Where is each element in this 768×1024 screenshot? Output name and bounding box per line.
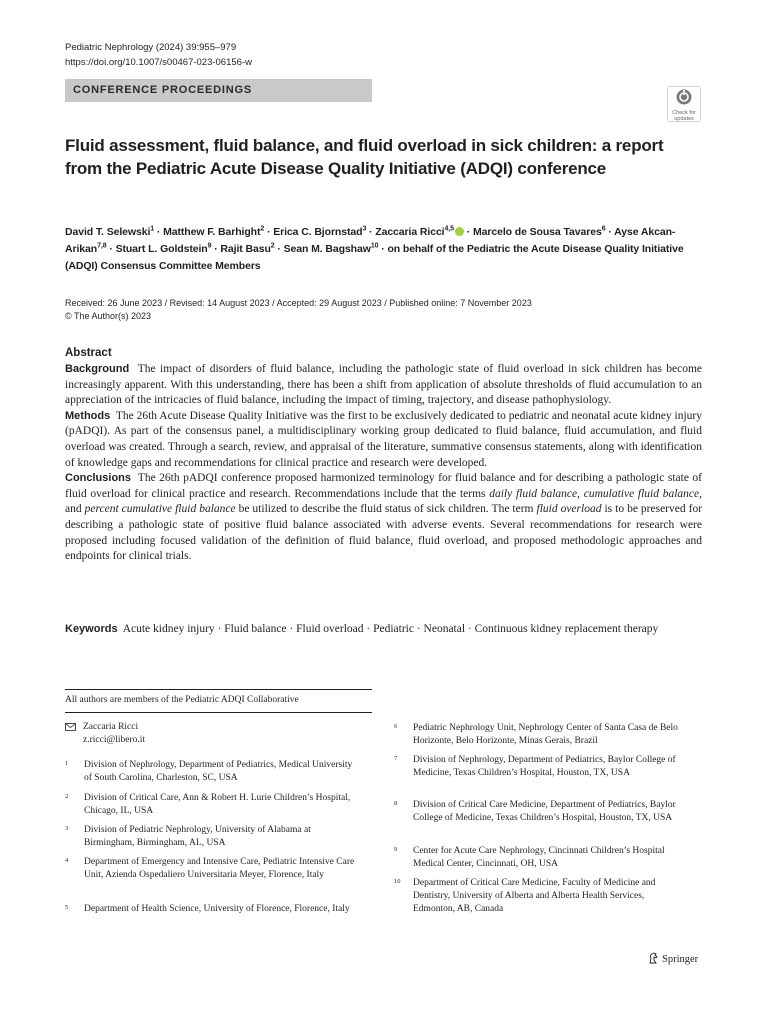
abstract-background: Background The impact of disorders of fluid balance, including the pathologic state of fluid overload in sick children has become increasingly apparent. With this understanding, there has been a shift from application of absolute thresholds of fluid accumulation to an appreciation of the intricacies of fluid balance, including the impact of timing, trajectory, and disease pathophysiology.: [65, 363, 702, 407]
author-name[interactable]: Marcelo de Sousa Tavares: [472, 226, 602, 238]
term-fluid-overload: fluid overload: [536, 503, 602, 516]
collaborative-footnote: All authors are members of the Pediatric ADQI Collaborative: [65, 695, 299, 705]
keywords: [65, 621, 702, 637]
author-name[interactable]: Matthew F. Barhight: [163, 226, 261, 238]
affiliation-item: 8 Division of Critical Care Medicine, Department of Pediatrics, Baylor College of Medicine, Texas Children’s Hospital, Houston, TX, USA: [394, 800, 676, 823]
copyright: © The Author(s) 2023: [65, 311, 152, 321]
orcid-icon[interactable]: [455, 227, 464, 236]
article-type-banner: CONFERENCE PROCEEDINGS: [65, 79, 372, 102]
affiliation-item: 5 Department of Health Science, University of Florence, Florence, Italy: [65, 904, 350, 914]
article-title: Fluid assessment, fluid balance, and fluid overload in sick children: a report from the Pediatric Acute Disease Quality Initiative (ADQI) conference: [65, 136, 664, 178]
check-for-updates-badge[interactable]: [667, 86, 701, 122]
author-group: on behalf of the Pediatric the Acute Disease Quality Initiative (ADQI) Consensus Committee Members: [65, 243, 684, 272]
journal-citation: Pediatric Nephrology (2024) 39:955–979: [65, 42, 237, 53]
abstract-heading: Abstract: [65, 347, 112, 359]
affiliation-item: 10 Department of Critical Care Medicine, Faculty of Medicine and Dentistry, University of Alberta and Alberta Health Services, Edmonton, AB, Canada: [394, 878, 656, 914]
author-list: David T. Selewski$^1$ · Matthew F. Barhight$^2$ · Erica C. Bjornstad$^3$ · Zaccaria Ricci$^{4,5}$ · Marcelo de Sousa Tavares$^6$ · Ayse Akcan-Arikan$^{7,8}$ · Stuart L. Goldstein$^9$ · Rajit Basu$^2$ · Sean M. Bagshaw$^{10}$ · on behalf of the Pediatric the Acute Disease Quality Initiative (ADQI) Consensus Committee Members: [65, 225, 684, 272]
springer-horse-icon: [648, 952, 659, 964]
author-name[interactable]: David T. Selewski: [65, 226, 151, 238]
author-name[interactable]: Stuart L. Goldstein: [115, 243, 208, 255]
affiliation-divider: [65, 712, 372, 713]
author-name[interactable]: Ayse Akcan-Arikan: [65, 226, 676, 255]
badge-line2: updates: [674, 116, 694, 122]
doi-link[interactable]: https://doi.org/10.1007/s00467-023-06156-w: [65, 57, 252, 68]
affiliation-item: 4 Department of Emergency and Intensive Care, Pediatric Intensive Care Unit, Azienda Ospedaliero Universitaria Meyer, Florence, Italy: [65, 857, 355, 880]
keywords-label: Keywords: [65, 623, 118, 635]
conclusions-label: Conclusions: [65, 472, 132, 485]
affiliation-item: 3 Division of Pediatric Nephrology, University of Alabama at Birmingham, Birmingham, AL, USA: [65, 825, 311, 848]
envelope-icon: [65, 723, 76, 731]
term-daily-fluid-balance: daily fluid balance: [489, 487, 578, 500]
methods-label: Methods: [65, 409, 111, 422]
keywords-text: Acute kidney injury · Fluid balance · Fluid overload · Pediatric · Neonatal · Continuous kidney replacement therapy: [122, 623, 659, 635]
affiliation-item: 1 Division of Nephrology, Department of Pediatrics, Medical University of South Carolina, Charleston, SC, USA: [65, 760, 353, 783]
affiliation-item: 6 Pediatric Nephrology Unit, Nephrology Center of Santa Casa de Belo Horizonte, Belo Horizonte, Minas Gerais, Brazil: [394, 723, 678, 746]
author-name[interactable]: Zaccaria Ricci: [375, 226, 445, 238]
corresponding-email[interactable]: z.ricci@libero.it: [83, 735, 146, 745]
footnote-divider: [65, 689, 372, 690]
affiliation-item: 2 Division of Critical Care, Ann & Robert H. Lurie Children’s Hospital, Chicago, IL, USA: [65, 793, 351, 816]
term-percent-cumulative-fluid-balance: percent cumulative fluid balance: [84, 503, 236, 516]
term-cumulative-fluid-balance: cumulative fluid balance: [583, 487, 700, 500]
abstract-conclusions: Conclusions The 26th pADQI conference proposed harmonized terminology for fluid balance and for describing a pathologic state of fluid overload for clinical practice and research. Recommendations include that the terms daily fluid balance, cumulative fluid balance, and percent cumulative fluid balance be utilized to describe the fluid status of sick children. The term fluid overload is to be preserved for describing a pathologic state of positive fluid balance associated with adverse events. Several recommendations for research were proposed including focused validation of the definition of fluid balance, fluid overload, and proposed methodologic approaches and endpoints for clinical trials.: [65, 472, 703, 563]
background-label: Background: [65, 363, 130, 375]
corresponding-author: Zaccaria Ricci: [83, 722, 139, 732]
date-history: Received: 26 June 2023 / Revised: 14 August 2023 / Accepted: 29 August 2023 / Published online: 7 November 2023: [65, 298, 532, 308]
author-name[interactable]: Rajit Basu: [220, 243, 271, 255]
correspondence: [65, 721, 145, 747]
publication-dates: [65, 297, 725, 323]
check-for-updates-icon: [676, 89, 692, 105]
affiliation-item: 9 Center for Acute Care Nephrology, Cincinnati Children’s Hospital Medical Center, Cincinnati, OH, USA: [394, 846, 665, 869]
publisher-logo: [648, 952, 698, 965]
abstract-methods: Methods The 26th Acute Disease Quality Initiative was the first to be exclusively dedicated to pediatric and neonatal acute kidney injury (pADQI). As part of the consensus panel, a multidisciplinary working group dedicated to fluid balance, fluid accumulation, and fluid overload was created. Through a search, review, and appraisal of the literature, summative consensus statements, along with identification of knowledge gaps and recommendations for clinical practice and research were developed.: [65, 409, 702, 469]
publisher-name: Springer: [662, 954, 699, 965]
badge-line1: Check for: [672, 110, 696, 116]
journal-header: [65, 40, 252, 70]
author-name[interactable]: Erica C. Bjornstad: [273, 226, 363, 238]
author-name[interactable]: Sean M. Bagshaw: [283, 243, 371, 255]
abstract-body: [65, 362, 702, 565]
affiliation-item: 7 Division of Nephrology, Department of Pediatrics, Baylor College of Medicine, Texas Children’s Hospital, Houston, TX, USA: [394, 755, 676, 778]
